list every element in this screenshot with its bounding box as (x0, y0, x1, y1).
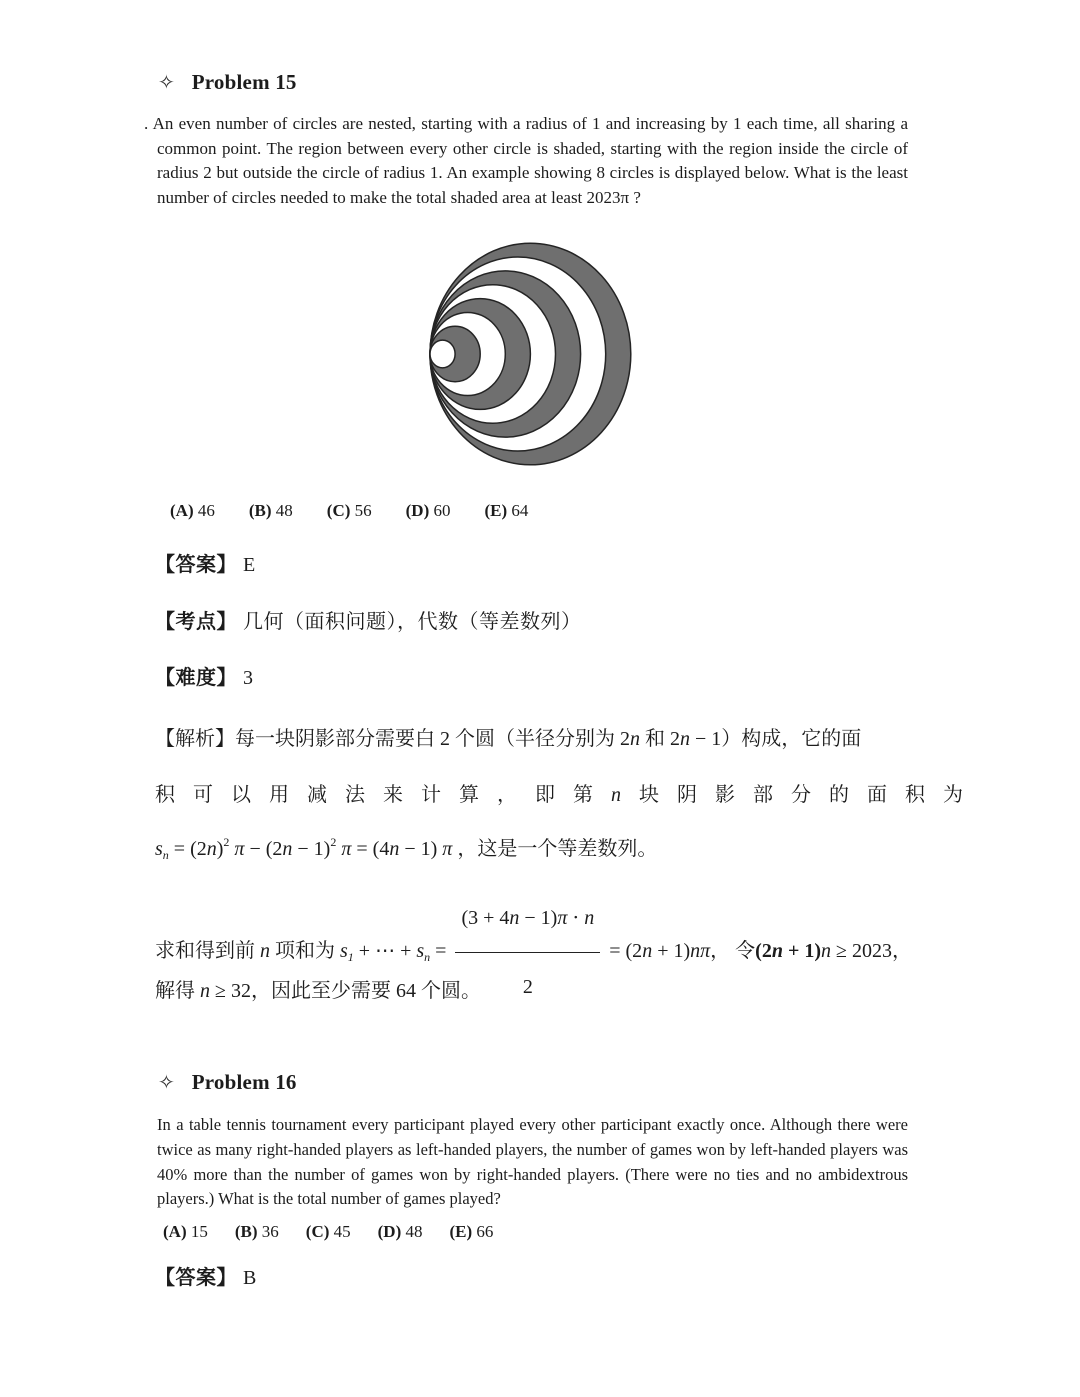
problem16-title: Problem 16 (191, 1070, 297, 1094)
analysis-line-1: 【解析】每一块阴影部分需要白 2 个圆（半径分别为 2n 和 2n − 1）构成，它的面 (155, 728, 862, 750)
problem15-choice-b (249, 501, 293, 521)
answer-value: E (243, 554, 256, 576)
problem16-choice-a (163, 1222, 208, 1242)
four-pointed-star-icon: ✧ (158, 1071, 175, 1094)
choice-label: (C) (305, 1222, 330, 1241)
choice-label: (B) (248, 501, 272, 520)
problem15-topic-line (155, 605, 582, 634)
problem15-title: Problem 15 (191, 70, 297, 94)
answer-label: 【答案】 (155, 554, 237, 576)
choice-value: 36 (261, 1222, 279, 1241)
choice-label: (D) (377, 1222, 402, 1241)
answer-label: 【答案】 (155, 1267, 237, 1289)
choice-label: (E) (449, 1222, 473, 1241)
problem15-answer-line (155, 548, 256, 577)
choice-label: (A) (170, 501, 194, 520)
problem15-difficulty-line (155, 661, 254, 690)
choice-label: (A) (163, 1222, 187, 1241)
choice-value: 64 (511, 501, 529, 520)
problem15-choice-a (170, 501, 215, 521)
problem15-statement: . An even number of circles are nested, starting with a radius of 1 and increasing by 1 each time, all sharing a common point. The region between every other circle is shaded, starting with the region inside the circle of radius 2 but outside the circle of radius 1. An example showing 8 circles is displayed below. What is the least number of circles needed to make the total shaded area at least 2023π ? (144, 114, 908, 207)
problem16-choices (163, 1222, 493, 1242)
problem16-choice-e (450, 1222, 494, 1242)
choice-label: (C) (326, 501, 351, 520)
problem16-answer-line (155, 1261, 257, 1290)
problem16-choice-d (378, 1222, 423, 1242)
problem15-choice-d (406, 501, 451, 521)
nested-circles-figure (428, 241, 634, 467)
problem16-choice-b (235, 1222, 279, 1242)
choice-value: 48 (275, 501, 293, 520)
choice-value: 66 (476, 1222, 494, 1241)
analysis-line-2: 积 可 以 用 减 法 来 计 算 ， 即 第 n 块 阴 影 部 分 的 面 积 为 (155, 784, 970, 806)
problem16-heading (158, 1070, 297, 1095)
problem16-choice-c (306, 1222, 351, 1242)
difficulty-label: 【难度】 (155, 667, 237, 689)
circle-radius-1 (430, 340, 455, 368)
choice-value: 15 (190, 1222, 208, 1241)
problem16-statement: In a table tennis tournament every participant played every other participant exactly once. Although there were twice as many right-handed players as left-handed players, the number of games won by left-handed players was 40% more than the number of games won by right-handed players. (There were no ties and no ambidextrous players.) What is the total number of games played? (157, 1115, 908, 1209)
choice-value: 60 (433, 501, 451, 520)
choice-value: 48 (405, 1222, 423, 1241)
choice-value: 46 (197, 501, 215, 520)
answer-value: B (243, 1267, 257, 1289)
difficulty-value: 3 (243, 667, 254, 689)
problem15-choice-e (485, 501, 529, 521)
four-pointed-star-icon: ✧ (158, 71, 175, 94)
choice-value: 45 (333, 1222, 351, 1241)
analysis-line-4: 求和得到前 n 项和为 $s_1$ + ⋯ + $s_n$ = $\frac{(3 + 4n - 1)\pi \cdot n}{2}$ = (2n + 1)nπ， 令(2n + 1)n ≥ 2023， (155, 886, 912, 1019)
analysis-line-3: $s_n = (2n)^2$ $\pi - (2n - 1)^2$ π = (4n − 1) π ，这是一个等差数列。 (155, 835, 658, 862)
problem15-choice-c (327, 501, 372, 521)
choice-label: (B) (234, 1222, 258, 1241)
choice-label: (E) (484, 501, 508, 520)
problem15-choices (170, 501, 528, 521)
choice-value: 56 (354, 501, 372, 520)
analysis-line-5: 解得 n ≥ 32，因此至少需要 64 个圆。 (155, 980, 481, 1002)
problem15-heading (158, 70, 297, 95)
topic-label: 【考点】 (155, 611, 237, 633)
topic-value: 几何（面积问题），代数（等差数列） (243, 611, 582, 633)
nested-circles-svg (428, 241, 634, 467)
choice-label: (D) (405, 501, 430, 520)
